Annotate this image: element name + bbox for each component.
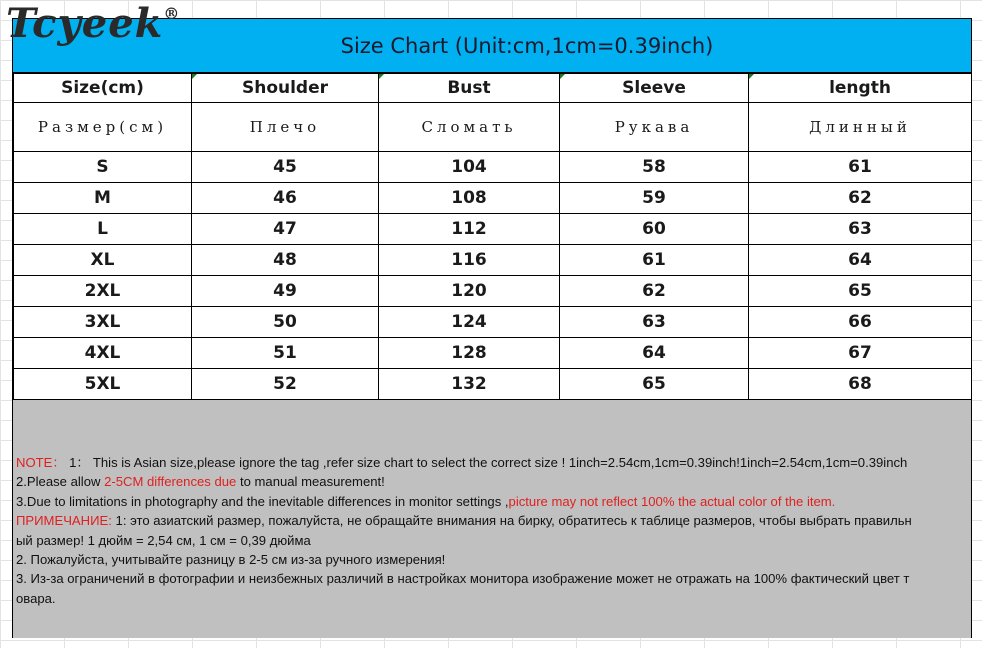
note-text: 3.Due to limitations in photography and the inevitable differences in monitor settings ,: [16, 493, 509, 509]
header-ru-bust: Сломать: [379, 103, 560, 152]
cell-shoulder: 52: [192, 369, 379, 400]
cell-size: L: [14, 214, 192, 245]
note-text: to manual measurement!: [239, 474, 385, 490]
cell-shoulder: 46: [192, 183, 379, 214]
table-row: [14, 183, 972, 214]
header-shoulder: Shoulder: [192, 74, 379, 103]
cell-length: 66: [749, 307, 972, 338]
note-text: 1: это азиатский размер, пожалуйста, не обращайте внимания на бирку, обратитесь к таблице размеров, чтобы выбрать правильн: [111, 513, 912, 529]
header-sleeve: Sleeve: [560, 74, 749, 103]
note-ru-line-1-cont: ый размер! 1 дюйм = 2,54 см, 1 см = 0,39 дюйма: [16, 532, 311, 548]
cell-sleeve: 63: [560, 307, 749, 338]
note-line-3: [16, 492, 967, 511]
note-ru-line-2: 2. Пожалуйста, учитывайте разницу в 2-5 см из-за ручного измерения!: [16, 552, 446, 568]
cell-shoulder: 51: [192, 338, 379, 369]
cell-shoulder: 47: [192, 214, 379, 245]
header-size: Size(cm): [14, 74, 192, 103]
table-row: [14, 214, 972, 245]
cell-sleeve: 58: [560, 152, 749, 183]
size-chart-sheet: [12, 18, 972, 638]
cell-sleeve: 60: [560, 214, 749, 245]
registered-mark: ®: [163, 4, 181, 23]
cell-bust: 120: [379, 276, 560, 307]
brand-name: Tcyeek: [6, 0, 164, 47]
note-highlight: picture may not reflect 100% the actual color of the item.: [508, 493, 836, 509]
cell-sleeve: 62: [560, 276, 749, 307]
cell-shoulder: 49: [192, 276, 379, 307]
cell-size: XL: [14, 245, 192, 276]
header-ru-sleeve: Рукава: [560, 103, 749, 152]
table-row: [14, 245, 972, 276]
cell-sleeve: 61: [560, 245, 749, 276]
cell-shoulder: 48: [192, 245, 379, 276]
cell-shoulder: 50: [192, 307, 379, 338]
cell-sleeve: 65: [560, 369, 749, 400]
table-row: [14, 152, 972, 183]
note-ru-line-1: [16, 511, 967, 530]
cell-bust: 104: [379, 152, 560, 183]
cell-size: M: [14, 183, 192, 214]
header-ru-shoulder: Плечо: [192, 103, 379, 152]
cell-bust: 128: [379, 338, 560, 369]
cell-bust: 116: [379, 245, 560, 276]
cell-bust: 132: [379, 369, 560, 400]
header-row-russian: [14, 103, 972, 152]
cell-sleeve: 64: [560, 338, 749, 369]
note-label: NOTE：: [16, 455, 66, 470]
cell-size: S: [14, 152, 192, 183]
notes-panel: [13, 400, 971, 638]
cell-length: 61: [749, 152, 972, 183]
note-line-2: [16, 472, 967, 491]
cell-bust: 112: [379, 214, 560, 245]
cell-length: 63: [749, 214, 972, 245]
note-text: 1： This is Asian size,please ignore the tag ,refer size chart to select the correct size ! 1inch=2.54cm,1cm=0.39inch!1inch=2.54cm,1cm=0.39inch: [65, 455, 908, 470]
cell-shoulder: 45: [192, 152, 379, 183]
note-text: 2.Please allow: [16, 474, 105, 490]
header-row: [14, 74, 972, 103]
note-ru-line-3-cont: овара.: [16, 590, 56, 606]
table-row: [14, 338, 972, 369]
table-row: [14, 307, 972, 338]
header-ru-length: Длинный: [749, 103, 972, 152]
table-row: [14, 369, 972, 400]
cell-length: 68: [749, 369, 972, 400]
cell-size: 5XL: [14, 369, 192, 400]
note-ru-line-3: 3. Из-за ограничений в фотографии и неизбежных различий в настройках монитора изображение может не отражать на 100% фактический цвет т: [16, 571, 910, 587]
cell-length: 67: [749, 338, 972, 369]
header-bust: Bust: [379, 74, 560, 103]
cell-size: 4XL: [14, 338, 192, 369]
note-ru-label: ПРИМЕЧАНИЕ:: [16, 513, 112, 529]
table-row: [14, 276, 972, 307]
cell-bust: 108: [379, 183, 560, 214]
cell-length: 62: [749, 183, 972, 214]
chart-title: Size Chart (Unit:cm,1cm=0.39inch): [13, 19, 971, 73]
cell-size: 2XL: [14, 276, 192, 307]
size-table: [13, 73, 972, 400]
note-highlight: 2-5CM differences due: [104, 474, 240, 490]
header-ru-size: Размер(см): [14, 103, 192, 152]
cell-bust: 124: [379, 307, 560, 338]
cell-length: 64: [749, 245, 972, 276]
header-length: length: [749, 74, 972, 103]
cell-length: 65: [749, 276, 972, 307]
brand-logo: [6, 0, 180, 47]
note-line-1: [16, 453, 967, 472]
cell-sleeve: 59: [560, 183, 749, 214]
cell-size: 3XL: [14, 307, 192, 338]
